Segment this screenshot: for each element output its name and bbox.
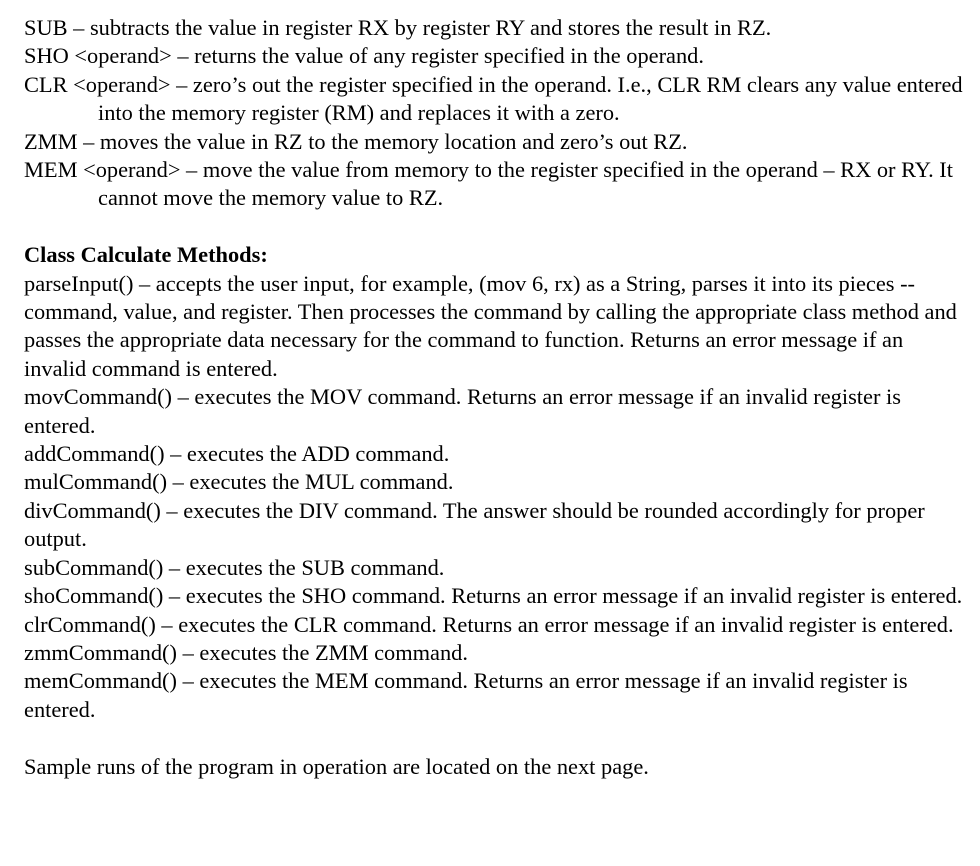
- command-mem-description: MEM <operand> – move the value from memory to the register specified in the operand – RX or RY. It cannot move the memory value to RZ.: [24, 157, 953, 211]
- blank-line: [24, 724, 964, 752]
- command-sho-description: SHO <operand> – returns the value of any register specified in the operand.: [24, 43, 704, 69]
- method-mulcommand-description: mulCommand() – executes the MUL command.: [24, 469, 454, 495]
- methods-heading: Class Calculate Methods:: [24, 242, 268, 268]
- blank-line: [24, 213, 964, 241]
- method-shocommand-description: shoCommand() – executes the SHO command. Returns an error message if an invalid register is entered.: [24, 583, 963, 609]
- method-subcommand-description: subCommand() – executes the SUB command.: [24, 554, 445, 580]
- method-clrcommand-description: clrCommand() – executes the CLR command. Returns an error message if an invalid register is entered.: [24, 611, 954, 637]
- method-addcommand-description: addCommand() – executes the ADD command.: [24, 441, 450, 467]
- document-page: [24, 14, 964, 781]
- closing-sentence: Sample runs of the program in operation are located on the next page.: [24, 753, 649, 779]
- method-parseinput-description: parseInput() – accepts the user input, for example, (mov 6, rx) as a String, parses it into its pieces -- command, value, and register. Then processes the command by calling the appropriate class method and passes the appropriate data necessary for the command to function. Returns an error message if an invalid command is entered.: [24, 270, 957, 381]
- command-zmm-description: ZMM – moves the value in RZ to the memory location and zero’s out RZ.: [24, 128, 688, 154]
- method-zmmcommand-description: zmmCommand() – executes the ZMM command.: [24, 639, 468, 665]
- command-clr-description: CLR <operand> – zero’s out the register specified in the operand. I.e., CLR RM clears any value entered into the memory register (RM) and replaces it with a zero.: [24, 71, 963, 126]
- command-sub-description: SUB – subtracts the value in register RX by register RY and stores the result in RZ.: [24, 15, 772, 40]
- method-movcommand-description: movCommand() – executes the MOV command. Returns an error message if an invalid register is entered.: [24, 384, 901, 438]
- command-list: [24, 14, 964, 213]
- method-memcommand-description: memCommand() – executes the MEM command. Returns an error message if an invalid register is entered.: [24, 668, 908, 722]
- method-list: [24, 270, 964, 725]
- method-divcommand-description: divCommand() – executes the DIV command. The answer should be rounded accordingly for proper output.: [24, 497, 925, 552]
